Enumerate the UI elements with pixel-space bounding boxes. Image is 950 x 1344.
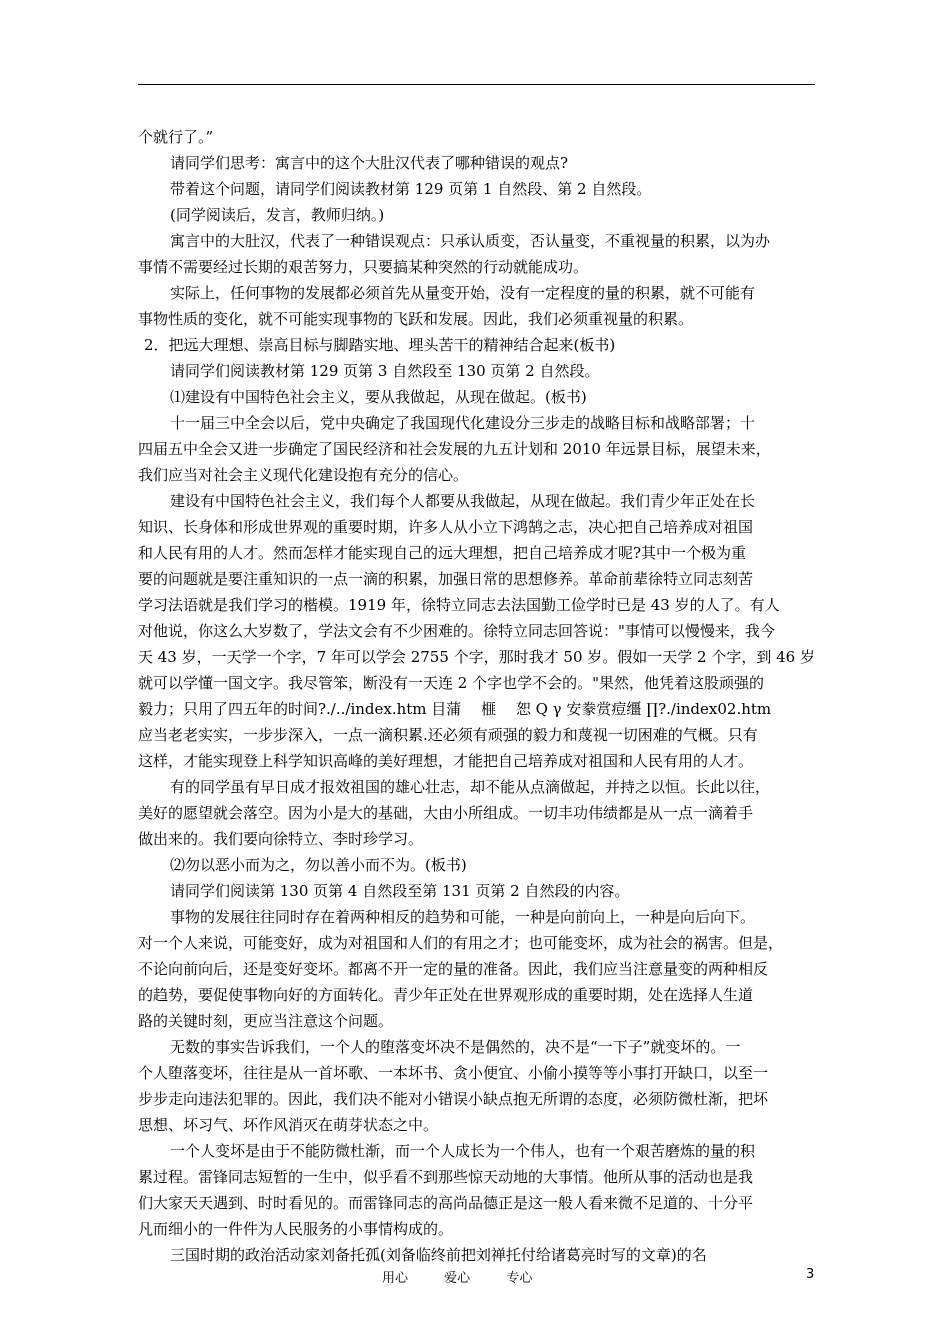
footer-motto: 用心 [382,1271,409,1286]
text-line: 做出来的。我们要向徐特立、李时珍学习。 [138,830,424,848]
text-line: 三国时期的政治活动家刘备托孤(刘备临终前把刘禅托付给诸葛亮时写的文章)的名 [170,1246,707,1264]
text-line: 事物的发展往往同时存在着两种相反的趋势和可能，一种是向前向上，一种是向后向下。 [170,908,756,926]
text-line: 思想、坏习气、坏作风消灭在萌芽状态之中。 [138,1116,439,1134]
footer-motto: 专心 [506,1271,533,1286]
text-line: 四届五中全会又进一步确定了国民经济和社会发展的九五计划和 2010 年远景目标，展望未来， [138,440,771,458]
text-line: 请同学们思考：寓言中的这个大肚汉代表了哪种错误的观点? [170,154,569,172]
text-line: 无数的事实告诉我们，一个人的堕落变坏决不是偶然的，决不是“一下子”就变坏的。一 [170,1038,741,1056]
text-line: 事物性质的变化，就不可能实现事物的飞跃和发展。因此，我们必须重视量的积累。 [138,310,694,328]
text-line: 2．把远大理想、崇高目标与脚踏实地、埋头苦干的精神结合起来(板书) [144,336,616,354]
text-line: 个就行了。” [138,128,214,146]
text-line: 知识、长身体和形成世界观的重要时期，许多人从小立下鸿鹄之志，决心把自己培养成对祖国 [138,518,754,536]
text-line: 就可以学懂一国文字。我尽管笨，断没有一天连 2 个字也学不会的。"果然，他凭着这股顽强的 [138,674,764,692]
text-line: 请同学们阅读教材第 129 页第 3 自然段至 130 页第 2 自然段。 [170,362,600,380]
text-line: 凡而细小的一件件为人民服务的小事情构成的。 [138,1220,454,1238]
text-line: 累过程。雷锋同志短暂的一生中，似乎看不到那些惊天动地的大事情。他所从事的活动也是我 [138,1168,754,1186]
text-line: 一个人变坏是由于不能防微杜渐，而一个人成长为一个伟人，也有一个艰苦磨炼的量的积 [170,1142,756,1160]
footer-mottos [382,1267,564,1286]
document-body [138,124,815,1268]
text-line: 寓言中的大肚汉，代表了一种错误观点：只承认质变，否认量变，不重视量的积累，以为办 [170,232,771,250]
text-line: 的趋势，要促使事物向好的方面转化。青少年正处在世界观形成的重要时期，处在选择人生道 [138,986,754,1004]
text-line: 个人堕落变坏，往往是从一首坏歌、一本坏书、贪小便宜、小偷小摸等等小事打开缺口，以至一 [138,1064,769,1082]
text-line: 们大家天天遇到、时时看见的。而雷锋同志的高尚品德正是这一般人看来微不足道的、十分平 [138,1194,754,1212]
text-line: 请同学们阅读第 130 页第 4 自然段至第 131 页第 2 自然段的内容。 [170,882,630,900]
text-line: 步步走向违法犯罪的。因此，我们决不能对小错误小缺点抱无所谓的态度，必须防微杜渐，把坏 [138,1090,769,1108]
text-line: 对一个人来说，可能变好，成为对祖国和人们的有用之才；也可能变坏，成为社会的祸害。但是， [138,934,784,952]
text-line: 路的关键时刻，更应当注意这个问题。 [138,1012,394,1030]
text-line: 不论向前向后，还是变好变坏。都离不开一定的量的准备。因此，我们应当注意量变的两种相反 [138,960,769,978]
text-line: 这样，才能实现登上科学知识高峰的美好理想，才能把自己培养成对祖国和人民有用的人才。 [138,752,754,770]
text-line: 建设有中国特色社会主义，我们每个人都要从我做起，从现在做起。我们青少年正处在长 [170,492,756,510]
text-line: 和人民有用的人才。然而怎样才能实现自己的远大理想，把自己培养成才呢?其中一个极为重 [138,544,747,562]
text-line: 十一届三中全会以后，党中央确定了我国现代化建设分三步走的战略目标和战略部署；十 [170,414,756,432]
text-line: 我们应当对社会主义现代化建设抱有充分的信心。 [138,466,469,484]
text-line: (同学阅读后，发言，教师归纳。) [170,206,385,224]
text-line: 毅力；只用了四五年的时间?./../index.htm 目蒲 榧 恕 Q γ 安豢赏痘缰 ∏?./index02.htm [138,700,772,718]
text-line: 应当老老实实，一步步深入，一点一滴积累.还必须有顽强的毅力和蔑视一切困难的气概。只有 [138,726,758,744]
text-line: 有的同学虽有早日成才报效祖国的雄心壮志，却不能从点滴做起，并持之以恒。长此以往， [170,778,771,796]
text-line: 带着这个问题，请同学们阅读教材第 129 页第 1 自然段、第 2 自然段。 [170,180,652,198]
text-line: 学习法语就是我们学习的楷模。1919 年，徐特立同志去法国勤工俭学时已是 43 岁的人了。有人 [138,596,780,614]
text-line: 美好的愿望就会落空。因为小是大的基础，大由小所组成。一切丰功伟绩都是从一点一滴着手 [138,804,754,822]
text-line: 实际上，任何事物的发展都必须首先从量变开始，没有一定程度的量的积累，就不可能有 [170,284,756,302]
text-line: ⑵勿以恶小而为之，勿以善小而不为。(板书) [170,856,467,874]
text-line: 天 43 岁，一天学一个字，7 年可以学会 2755 个字，那时我才 50 岁。假如一天学 2 个字，到 46 岁 [138,648,815,666]
text-line: ⑴建设有中国特色社会主义，要从我做起，从现在做起。(板书) [170,388,587,406]
page-number: 3 [806,1267,815,1282]
text-line: 对他说，你这么大岁数了，学法文会有不少困难的。徐特立同志回答说："事情可以慢慢来，我今 [138,622,775,640]
text-line: 事情不需要经过长期的艰苦努力，只要搞某种突然的行动就能成功。 [138,258,589,276]
footer-motto: 爱心 [444,1271,471,1286]
text-line: 要的问题就是要注重知识的一点一滴的积累，加强日常的思想修养。革命前辈徐特立同志刻苦 [138,570,754,588]
header-rule [138,84,815,85]
